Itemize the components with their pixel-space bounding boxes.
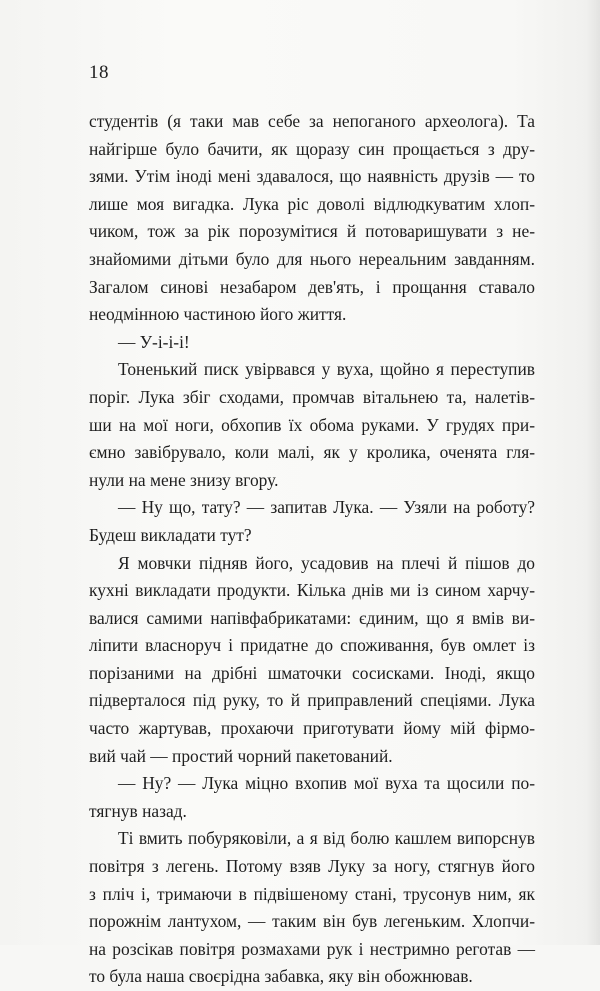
text-line: лише моя вигадка. Лука ріс доволі відлюдкуватим хлоп- bbox=[89, 193, 535, 214]
text-line: — Ну що, тату? — запитав Лука. — Узяли на роботу? bbox=[118, 497, 535, 518]
text-line: Загалом синові незабаром дев'ять, і прощання ставало bbox=[89, 276, 535, 297]
text-line: студентів (я таки мав себе за непоганого археолога). Та bbox=[89, 111, 535, 131]
text-line: підверталося під руку, то й приправлений спеціями. Лука bbox=[89, 690, 535, 711]
text-line: Я мовчки підняв його, усадовив на плечі й пішов до bbox=[118, 552, 535, 573]
text-line: валися самими напівфабрикатами: єдиним, що я вмів ви- bbox=[89, 607, 535, 628]
text-line: — Ну? — Лука міцно вхопив мої вуха та щосили по- bbox=[118, 773, 535, 794]
text-line: часто жартував, прохаючи приготувати йому мій фірмо- bbox=[89, 718, 535, 739]
text-line: зями. Утім іноді мені здавалося, що наявність друзів — то bbox=[89, 166, 535, 187]
text-line: нули на мене знизу вгору. bbox=[89, 469, 279, 490]
text-line: тягнув назад. bbox=[89, 800, 187, 821]
text-line: вий чай — простий чорний пакетований. bbox=[89, 745, 393, 766]
text-line: ліпити власноруч і придатне до споживання, був омлет із bbox=[89, 635, 535, 656]
text-line: знайомими дітьми було для нього нереальним завданням. bbox=[89, 248, 535, 269]
text-line: ши на мої ноги, обхопив їх обома руками. У грудях при- bbox=[89, 414, 535, 435]
text-line: Тоненький писк увірвався у вуха, щойно я переступив bbox=[118, 359, 535, 380]
text-line: порізаними на дрібні шматочки сосисками. Іноді, якщо bbox=[89, 662, 535, 683]
text-line: на розсікав повітря розмахами рук і нестримно реготав — bbox=[89, 938, 535, 959]
text-line: — У-і-і-і! bbox=[118, 331, 190, 352]
text-line: ємно завібрувало, коли малі, як у кролика, оченята гля- bbox=[89, 442, 535, 463]
text-line: кухні викладати продукти. Кілька днів ми із сином харчу- bbox=[89, 580, 535, 601]
page-edge-shadow bbox=[586, 0, 600, 945]
text-line: Будеш викладати тут? bbox=[89, 524, 252, 545]
text-line: Ті вмить побуряковіли, а я від болю кашлем випорснув bbox=[118, 828, 535, 849]
text-line: то була наша своєрідна забавка, яку він обожнював. bbox=[89, 966, 473, 987]
text-line: порожнім лантухом, — таким він був легеньким. Хлопчи- bbox=[89, 911, 535, 932]
text-line: повітря з легень. Потому взяв Луку за ногу, стягнув його bbox=[89, 856, 535, 877]
text-line: найгірше було бачити, як щоразу син прощається з дру- bbox=[89, 138, 535, 159]
text-line: з пліч і, тримаючи в підвішеному стані, трусонув ним, як bbox=[89, 883, 535, 904]
text-line: чиком, тож за рік порозумітися й потоваришувати з не- bbox=[89, 221, 535, 242]
body-text bbox=[89, 108, 535, 991]
text-line: неодмінною частиною його життя. bbox=[89, 304, 347, 325]
page-number: 18 bbox=[89, 62, 109, 83]
text-line: поріг. Лука збіг сходами, промчав вітальнею та, налетів- bbox=[89, 386, 535, 407]
